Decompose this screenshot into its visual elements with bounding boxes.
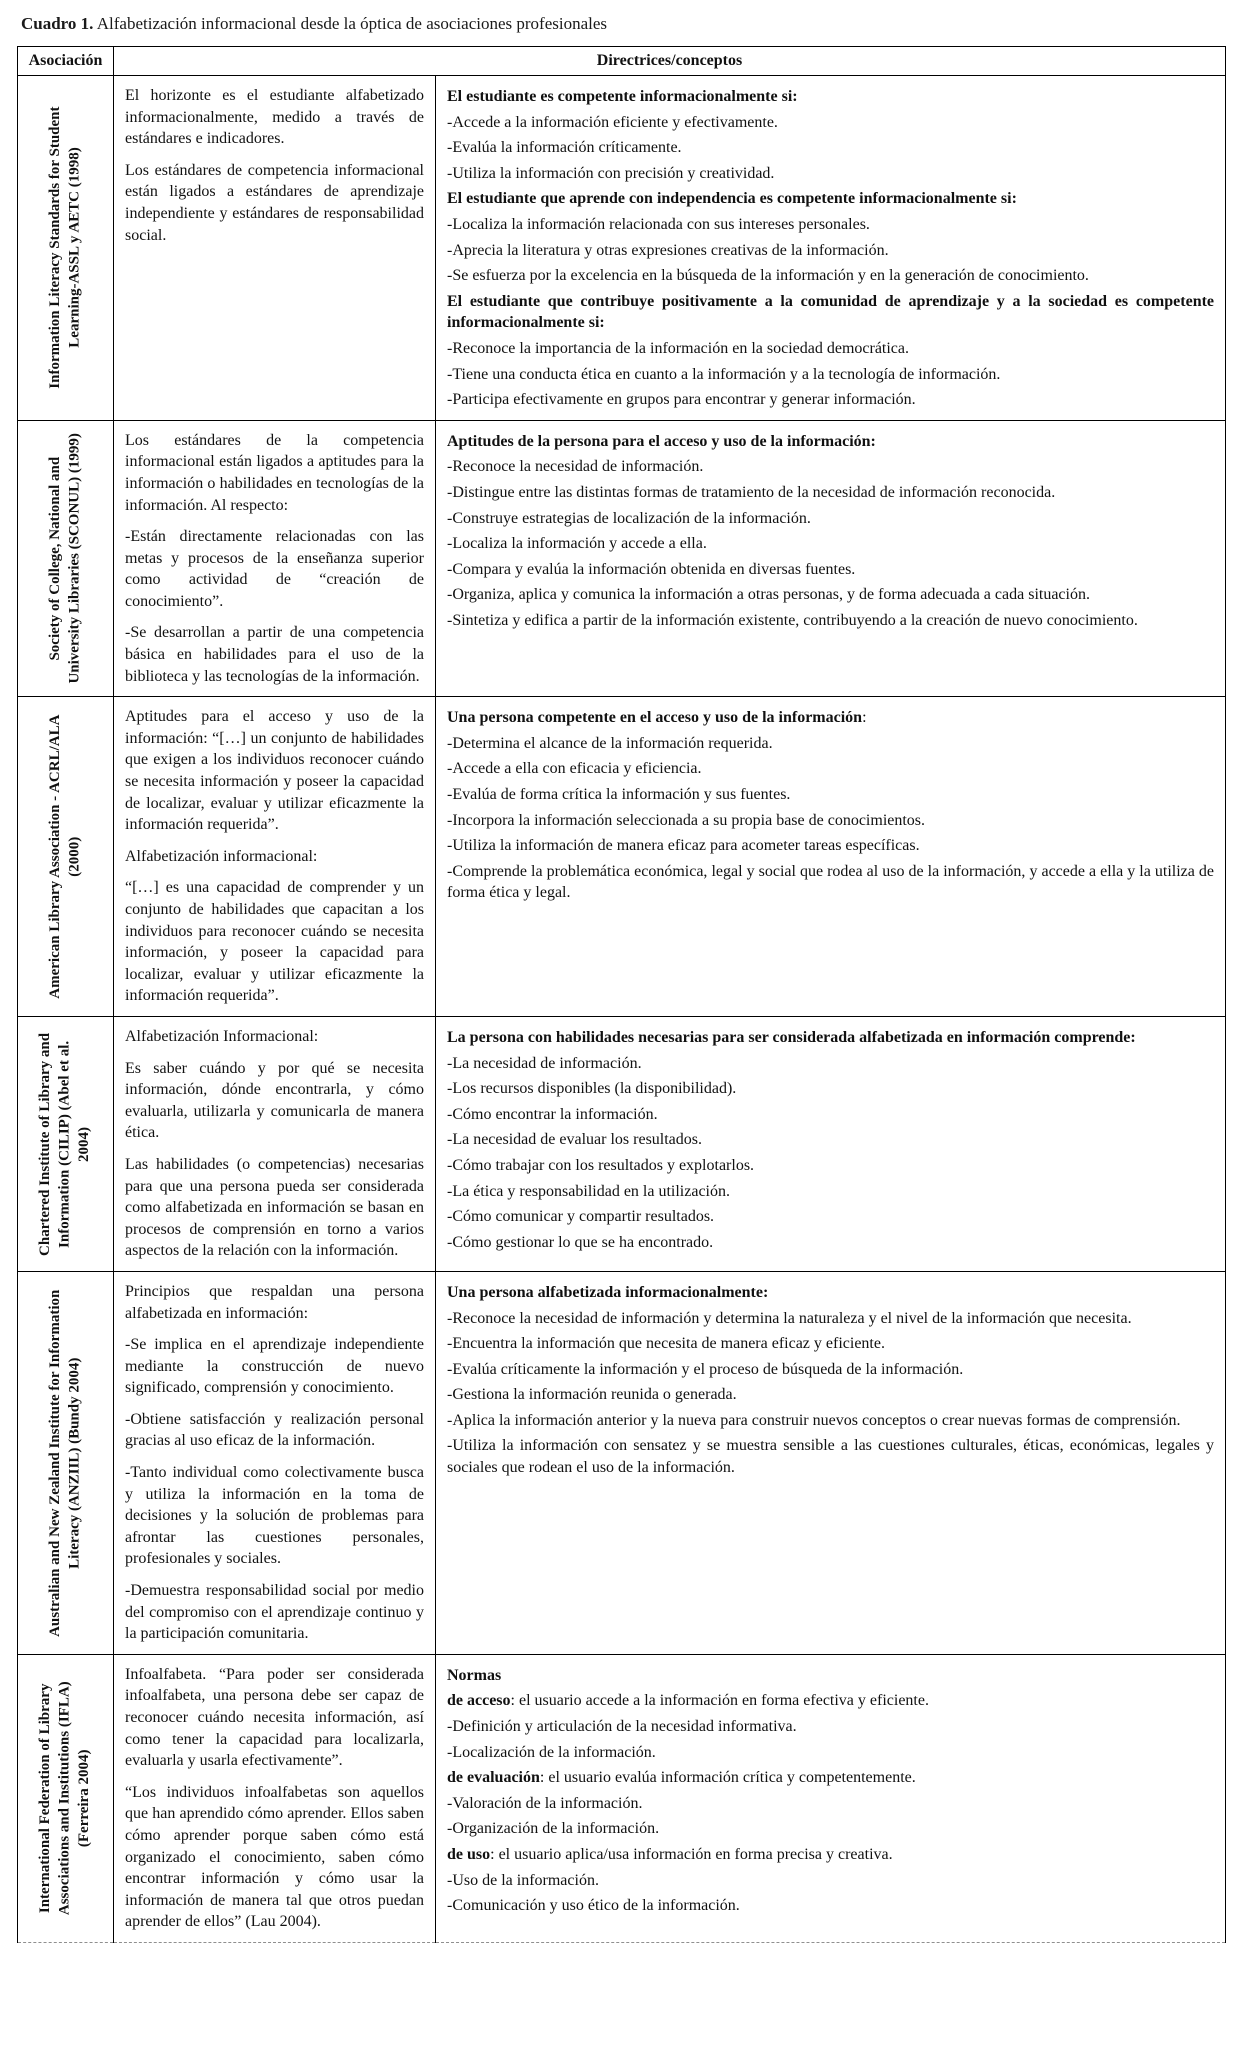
association-cell	[18, 1016, 114, 1271]
table-row	[18, 1016, 1226, 1271]
directive-text: -Reconoce la importancia de la información en la sociedad democrática.	[447, 339, 910, 357]
directive-bold-lead: El estudiante que aprende con independencia es competente informacionalmente si:	[447, 190, 1017, 208]
directive-item	[447, 835, 1214, 857]
directive-text: -Distingue entre las distintas formas de tratamiento de la necesidad de información reconocida.	[447, 483, 1056, 501]
directive-item	[447, 1053, 1214, 1075]
definition-cell	[114, 1654, 436, 1942]
association-label-wrapper	[18, 1661, 113, 1936]
directives-cell	[436, 1654, 1226, 1942]
association-label: Information Literacy Standards for Student Learning-ASSL y AETC (1998)	[47, 106, 83, 389]
definition-cell	[114, 1271, 436, 1654]
directive-text: -Cómo encontrar la información.	[447, 1105, 658, 1123]
association-label: Society of College, National and University Libraries (SCONUL) (1999)	[47, 433, 83, 684]
directive-item	[447, 508, 1214, 530]
directive-text: -Comprende la problemática económica, legal y social que rodea al uso de la información, y accede a ella y la utiliza de forma ética y legal.	[447, 862, 1215, 902]
association-label-wrapper	[18, 1278, 113, 1648]
definition-paragraph: -Están directamente relacionadas con las metas y procesos de la enseñanza superior como actividad de “creación de conocimiento”.	[125, 528, 424, 610]
directive-item	[447, 112, 1214, 134]
directive-item	[447, 364, 1214, 386]
definition-paragraph: Aptitudes para el acceso y uso de la información: “[…] un conjunto de habilidades que exigen a los individuos reconocer cuándo se necesita información y poseer la capacidad de localizar, evaluar y utilizar eficazmente la información requerida”.	[125, 708, 424, 834]
directive-text: -Aplica la información anterior y la nueva para construir nuevos conceptos o crear nuevas formas de comprensión.	[447, 1411, 1181, 1429]
table-header	[18, 47, 1226, 76]
directive-item	[447, 1793, 1214, 1815]
directive-heading	[447, 86, 1214, 108]
column-header-directrices: Directrices/conceptos	[114, 47, 1226, 76]
directive-text: -Definición y articulación de la necesidad informativa.	[447, 1718, 797, 1735]
directive-item	[447, 784, 1214, 806]
directive-text: -Gestiona la información reunida o generada.	[447, 1386, 737, 1404]
directive-item	[447, 1410, 1214, 1432]
table-row	[18, 697, 1226, 1017]
definition-cell	[114, 697, 436, 1017]
directive-bold-lead: de uso	[447, 1845, 491, 1863]
directive-text: -Cómo trabajar con los resultados y explotarlos.	[447, 1156, 755, 1174]
definition-paragraph: Las habilidades (o competencias) necesarias para que una persona pueda ser considerada como alfabetizada en información se basan en procesos de comprensión en torno a varios aspectos de la relación con la información.	[125, 1155, 424, 1260]
directive-item	[447, 810, 1214, 832]
directive-item	[447, 163, 1214, 185]
directive-item	[447, 1844, 1214, 1866]
directive-item	[447, 1078, 1214, 1100]
directive-text: -La necesidad de información.	[447, 1054, 642, 1072]
directives-cell	[436, 76, 1226, 421]
directive-text: -Comunicación y uso ético de la información.	[447, 1897, 740, 1915]
association-label-wrapper	[18, 703, 113, 1010]
definition-paragraph: Alfabetización informacional:	[125, 847, 318, 865]
directive-text: -Organiza, aplica y comunica la información a otras personas, y de forma adecuada a cada situación.	[447, 586, 1090, 604]
directive-item	[447, 265, 1214, 287]
table-caption-label: Cuadro 1.	[21, 14, 94, 33]
definition-cell	[114, 76, 436, 421]
directive-item	[447, 1818, 1214, 1840]
directive-text: -Sintetiza y edifica a partir de la información existente, contribuyendo a la creación de nuevo conocimiento.	[447, 611, 1138, 629]
table-row	[18, 1271, 1226, 1654]
directive-text: -Localiza la información y accede a ella.	[447, 535, 707, 553]
definition-paragraph: Los estándares de competencia informacional están ligados a estándares de aprendizaje independiente y estándares de responsabilidad social.	[125, 161, 424, 244]
directive-text: -Incorpora la información seleccionada a su propia base de conocimientos.	[447, 811, 926, 829]
directives-cell	[436, 1016, 1226, 1271]
directive-text: -Aprecia la literatura y otras expresiones creativas de la información.	[447, 241, 889, 259]
directive-heading	[447, 431, 1214, 453]
directive-heading	[447, 1027, 1214, 1049]
association-label: Australian and New Zealand Institute for Information Literacy (ANZIIL) (Bundy 2004)	[47, 1289, 83, 1637]
association-label-wrapper	[18, 427, 113, 691]
directive-text: -Organización de la información.	[447, 1820, 660, 1838]
directive-item	[447, 1232, 1214, 1254]
directive-text: -Se esfuerza por la excelencia en la búsqueda de la información y en la generación de conocimiento.	[447, 267, 1089, 285]
directive-text: -Localiza la información relacionada con sus intereses personales.	[447, 215, 870, 233]
definition-cell	[114, 420, 436, 697]
directive-text: -Los recursos disponibles (la disponibilidad).	[447, 1080, 737, 1098]
directive-item	[447, 456, 1214, 478]
directive-item	[447, 214, 1214, 236]
directive-item	[447, 1742, 1214, 1764]
directive-item	[447, 240, 1214, 262]
table-row	[18, 420, 1226, 697]
definition-paragraph: Es saber cuándo y por qué se necesita información, dónde encontrarla, y cómo evaluarla, utilizarla y comunicarla de manera ética.	[125, 1059, 424, 1142]
directive-item	[447, 1870, 1214, 1892]
directive-item	[447, 707, 1214, 729]
directive-item	[447, 1181, 1214, 1203]
directive-text: -Localización de la información.	[447, 1743, 656, 1761]
directive-item	[447, 610, 1214, 632]
directive-text: -Cómo comunicar y compartir resultados.	[447, 1208, 715, 1226]
definition-paragraph: -Se desarrollan a partir de una competencia básica en habilidades para el uso de la biblioteca y las tecnologías de la información.	[125, 624, 424, 685]
directive-item	[447, 389, 1214, 411]
table-caption-text: Alfabetización informacional desde la óptica de asociaciones profesionales	[96, 14, 608, 33]
directive-item	[447, 533, 1214, 555]
definition-paragraph: -Demuestra responsabilidad social por medio del compromiso con el aprendizaje continuo y la participación comunitaria.	[125, 1582, 424, 1643]
column-header-asociacion: Asociación	[18, 47, 114, 76]
directive-text: -Evalúa críticamente la información y el proceso de búsqueda de la información.	[447, 1360, 964, 1378]
directive-item	[447, 1129, 1214, 1151]
association-label: International Federation of Library Associations and Institutions (IFLA) (Ferreira 2004)	[37, 1681, 93, 1916]
directive-item	[447, 1359, 1214, 1381]
directive-text: -Utiliza la información con precisión y creatividad.	[447, 164, 775, 182]
header-row	[18, 47, 1226, 76]
directive-text: -Accede a ella con eficacia y eficiencia.	[447, 760, 702, 778]
directive-bold-lead: El estudiante es competente informacionalmente si:	[447, 88, 798, 105]
table-body	[18, 76, 1226, 1943]
directive-text: -Participa efectivamente en grupos para encontrar y generar información.	[447, 391, 916, 409]
directive-heading	[447, 188, 1214, 210]
definition-cell	[114, 1016, 436, 1271]
table-caption	[21, 14, 1225, 34]
directive-text: -Construye estrategias de localización de la información.	[447, 509, 811, 527]
table-row	[18, 1654, 1226, 1942]
directive-heading	[447, 1665, 1214, 1687]
directive-text: -Tiene una conducta ética en cuanto a la información y a la tecnología de información.	[447, 365, 1001, 383]
directive-item	[447, 584, 1214, 606]
directive-item	[447, 1767, 1214, 1789]
directive-text: -Evalúa la información críticamente.	[447, 139, 682, 157]
definition-paragraph: “Los individuos infoalfabetas son aquellos que han aprendido cómo aprender. Ellos saben cómo aprender porque saben cómo está organizado el conocimiento, saben cómo encontrar información y cómo usar la información de manera tal que otros puedan aprender de ellos” (Lau 2004).	[125, 1783, 424, 1931]
directive-item	[447, 861, 1214, 904]
definition-paragraph: -Tanto individual como colectivamente busca y utiliza la información en la toma de decisiones y la solución de problemas para afrontar las cuestiones personales, profesionales y sociales.	[125, 1464, 424, 1568]
directive-item	[447, 1206, 1214, 1228]
directive-bold-lead: Aptitudes de la persona para el acceso y uso de la información:	[447, 432, 876, 450]
directive-text: -Compara y evalúa la información obtenida en diversas fuentes.	[447, 560, 856, 578]
association-label: Chartered Institute of Library and Information (CILIP) (Abel et al. 2004)	[37, 1032, 93, 1256]
association-label-wrapper	[18, 1023, 113, 1265]
definition-paragraph: Los estándares de la competencia informacional están ligados a aptitudes para la información o habilidades en tecnologías de la información. Al respecto:	[125, 431, 424, 514]
association-cell	[18, 697, 114, 1017]
directive-text: -Utiliza la información con sensatez y se muestra sensible a las cuestiones culturales, éticas, económicas, legales y sociales que rodean el uso de la información.	[447, 1437, 1215, 1477]
directive-text: -La ética y responsabilidad en la utilización.	[447, 1182, 730, 1200]
directive-item	[447, 758, 1214, 780]
association-label: American Library Association - ACRL/ALA (2000)	[47, 714, 83, 999]
directive-bold-lead: La persona con habilidades necesarias para ser considerada alfabetizada en información comprende:	[447, 1028, 1136, 1046]
definition-paragraph: Principios que respaldan una persona alfabetizada en información:	[125, 1282, 424, 1322]
directive-item	[447, 1690, 1214, 1712]
directive-item	[447, 1104, 1214, 1126]
directive-bold-lead: de acceso	[447, 1692, 511, 1710]
directive-item	[447, 1333, 1214, 1355]
association-cell	[18, 1271, 114, 1654]
directive-bold-lead: El estudiante que contribuye positivamente a la comunidad de aprendizaje y a la sociedad es competente informacionalmente si:	[447, 292, 1215, 332]
definition-paragraph: -Obtiene satisfacción y realización personal gracias al uso eficaz de la información.	[125, 1410, 424, 1450]
directive-text: -Utiliza la información de manera eficaz para acometer tareas específicas.	[447, 837, 920, 855]
directive-heading	[447, 291, 1214, 334]
directive-text: -Encuentra la información que necesita de manera eficaz y eficiente.	[447, 1335, 885, 1353]
definition-paragraph: El horizonte es el estudiante alfabetizado informacionalmente, medido a través de estándares e indicadores.	[125, 87, 424, 148]
directive-bold-lead: Una persona alfabetizada informacionalmente:	[447, 1283, 769, 1301]
alfin-table	[17, 46, 1226, 1943]
directive-text: : el usuario evalúa información crítica y competentemente.	[539, 1769, 916, 1787]
directive-heading	[447, 1282, 1214, 1304]
directive-text: -Reconoce la necesidad de información y determina la naturaleza y el nivel de la información que necesita.	[447, 1309, 1132, 1327]
directive-text: -Determina el alcance de la información requerida.	[447, 734, 773, 752]
directive-item	[447, 1384, 1214, 1406]
association-label-wrapper	[18, 82, 113, 414]
directive-text: -Valoración de la información.	[447, 1794, 643, 1812]
directive-bold-lead: de evaluación	[447, 1769, 540, 1787]
directive-item	[447, 1895, 1214, 1917]
directive-item	[447, 137, 1214, 159]
definition-paragraph: Infoalfabeta. “Para poder ser considerada infoalfabeta, una persona debe ser capaz de reconocer cuándo necesita información, así como tener la capacidad para localizarla, evaluarla y usarla efectivamente”.	[125, 1665, 424, 1770]
association-cell	[18, 420, 114, 697]
directives-cell	[436, 1271, 1226, 1654]
directive-text: -Evalúa de forma crítica la información y sus fuentes.	[447, 786, 791, 804]
definition-paragraph: “[…] es una capacidad de comprender y un conjunto de habilidades que capacitan a los individuos para reconocer cuándo se necesita información, y poseer la capacidad para localizar, evaluar y utilizar eficazmente la información requerida”.	[125, 879, 424, 1005]
directive-item	[447, 482, 1214, 504]
directives-cell	[436, 420, 1226, 697]
directive-text: -Cómo gestionar lo que se ha encontrado.	[447, 1233, 714, 1251]
directive-text: : el usuario aplica/usa información en forma precisa y creativa.	[490, 1845, 893, 1863]
association-cell	[18, 76, 114, 421]
directives-cell	[436, 697, 1226, 1017]
directive-text: -Reconoce la necesidad de información.	[447, 458, 704, 476]
directive-item	[447, 1435, 1214, 1478]
directive-text: : el usuario accede a la información en forma efectiva y eficiente.	[510, 1692, 929, 1710]
directive-item	[447, 1155, 1214, 1177]
directive-item	[447, 338, 1214, 360]
directive-text: -La necesidad de evaluar los resultados.	[447, 1131, 703, 1149]
directive-bold-lead: Normas	[447, 1666, 502, 1684]
directive-text: -Uso de la información.	[447, 1871, 599, 1889]
directive-item	[447, 559, 1214, 581]
directive-item	[447, 1308, 1214, 1330]
definition-paragraph: -Se implica en el aprendizaje independiente mediante la construcción de nuevo significado, comprensión y conocimiento.	[125, 1336, 424, 1397]
table-row	[18, 76, 1226, 421]
directive-item	[447, 1716, 1214, 1738]
directive-text: :	[862, 709, 867, 727]
association-cell	[18, 1654, 114, 1942]
directive-text: -Accede a la información eficiente y efectivamente.	[447, 113, 778, 131]
directive-bold-lead: Una persona competente en el acceso y uso de la información	[447, 709, 863, 727]
directive-item	[447, 733, 1214, 755]
definition-paragraph: Alfabetización Informacional:	[125, 1027, 319, 1045]
